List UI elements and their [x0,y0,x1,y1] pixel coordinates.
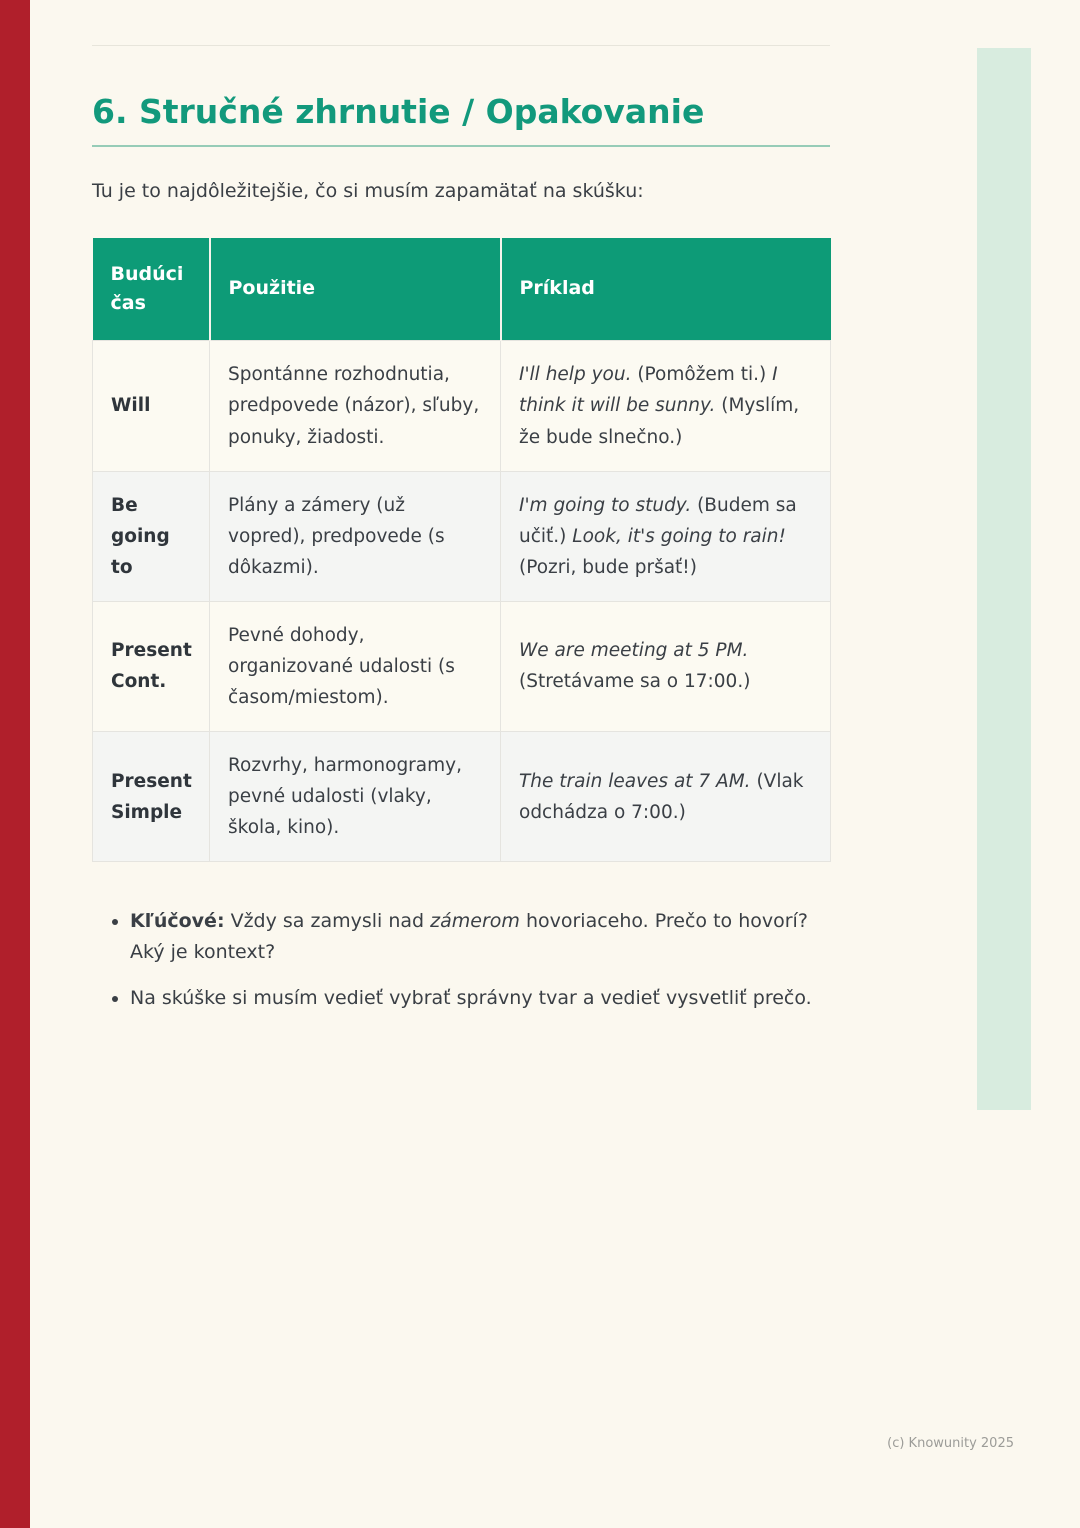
page-title: 6. Stručné zhrnutie / Opakovanie [92,92,705,131]
cell-example: I'm going to study. (Budem sa učiť.) Look, it's going to rain! (Pozri, bude pršať!) [501,471,831,601]
key-points-list [92,906,830,1013]
cell-example: I'll help you. (Pomôžem ti.) I think it will be sunny. (Myslím, že bude slnečno.) [501,341,831,471]
cell-tense: Be going to [93,471,210,601]
cell-tense: Will [93,341,210,471]
table-row [93,341,831,471]
bullet-item: • Kľúčové: Vždy sa zamysli nad zámerom hovoriaceho. Prečo to hovorí? Aký je kontext? [130,906,830,967]
intro-text: Tu je to najdôležitejšie, čo si musím zapamätať na skúšku: [92,180,644,202]
cell-usage: Plány a zámery (už vopred), predpovede (s dôkazmi). [210,471,501,601]
table-row [93,601,831,731]
table-header-usage: Použitie [210,238,501,341]
cell-example: The train leaves at 7 AM. (Vlak odchádza o 7:00.) [501,732,831,862]
table-row [93,471,831,601]
document-content [92,45,830,1029]
cell-example: We are meeting at 5 PM. (Stretávame sa o 17:00.) [501,601,831,731]
table-row [93,732,831,862]
table-header-row [93,238,831,341]
cell-tense: Present Simple [93,732,210,862]
left-red-edge-strip [0,0,30,1528]
cell-usage: Spontánne rozhodnutia, predpovede (názor), sľuby, ponuky, žiadosti. [210,341,501,471]
table-header-tense: Budúci čas [93,238,210,341]
cell-usage: Rozvrhy, harmonogramy, pevné udalosti (vlaky, škola, kino). [210,732,501,862]
summary-table [92,238,831,863]
cell-tense: Present Cont. [93,601,210,731]
table-header-example: Príklad [501,238,831,341]
cell-usage: Pevné dohody, organizované udalosti (s časom/miestom). [210,601,501,731]
bullet-item: • Na skúške si musím vedieť vybrať správny tvar a vedieť vysvetliť prečo. [130,983,830,1013]
copyright-text: (c) Knowunity 2025 [887,1436,1014,1451]
right-green-margin-strip [977,48,1031,1110]
title-underline [92,145,830,147]
